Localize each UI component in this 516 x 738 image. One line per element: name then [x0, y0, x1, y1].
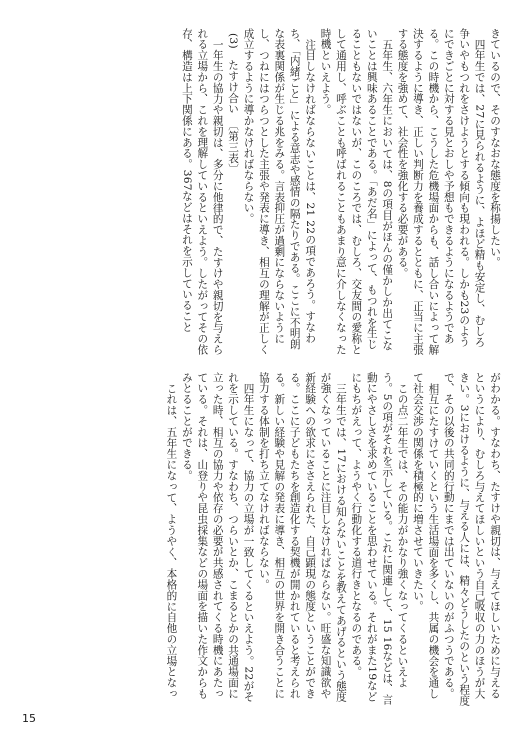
section-heading: (3) たすけ合い 〔第三表〕: [227, 33, 240, 175]
paragraph: これは、五年生になって、ようやく、本格的に自他の立場となっ: [165, 382, 178, 699]
paragraph: 四年生では、27に見られるように、よほど精も安定し、むしろ争いやもつれをさけようとする傾向も現われる。しかも23のようにできごとに対する見とおしや予想もできるようになるようである。この時機から、こうした危機場面からも、話し合いによって解決するように導き、正しい判断力を養成するとともに、正当に主張する態度を強めて、社会性を強化する必要がある。: [396, 28, 486, 355]
paragraph: 一年生の協力や親切は、多分に他律的で、たすけや親切を与えられる立場から、これを理解しているといえよう。したがってその依存、構造は上下関係にある。367などはそれを示していること: [180, 28, 224, 355]
paragraph: 四年生になって、協力の立場が一致してくるといえよう。22がそれを示している。すなわち、つらいとか、こまるとかの共通場面に立った時、相互の協力や依存の必要が共感されてくる時機にあたっている。それは、山登りや昆虫採集などの場面を描いた作文からもみとることができる。: [180, 372, 255, 702]
paragraph: 三年生では、17における知らないことを教えてあげるという態度が強くなっていることに注目しなければならない。旺盛な知識欲や新経験への欲求にささえられた、自己顕現の態度ということができる。ここに子どもたちを創造化する契機が開かれていると考えられる。新しい経験や見解の発表に導き、相互の世界を開き合うことに協力する体制を打ち立てなければならない。: [257, 372, 347, 702]
paragraph: この点二年生では、その能力がかなり強くなってくるといえよう。5の項がそれを示している。これに関連して、15 16などは、言動にやさしさを求めていることを思わせている。それがまた19などにもちがえって、ようやく行動化する道行きとなるのである。: [350, 372, 409, 706]
paragraph: 相互にたすけていくという生活場面を多くし、共属の機会を通して社会交渉の関係を積極的に増させていきたい。: [411, 372, 440, 699]
lower-text-column: [14, 372, 502, 707]
paragraph: がわかる。すなわち、たすけや親切は、与えてほしいために与えるというにより、むしろ与えてほしいという自己吸収の力のほうが大きい。3におけるように、与える人には、精々どうしたのという程度で、その以後の共同的行動にまでは出ていないのがふつうである。: [442, 372, 501, 707]
paragraph: 五年生、六年生においては、8の項目がほんの僅かしか出てこないことは興味あることである。「あだ名」によって、もつれを生じることもないではないが、このころでは、むしろ、交友間の愛称として通用し、呼ぶことも呼ばれることもあまり意に介しなくなった時機といえよう。: [319, 28, 394, 355]
upper-text-column: [14, 28, 502, 356]
paragraph: 注目しなければならないことは、21 22の項であろう。すなわち、「内緒ごと」による意志や感情の隔たりである。ここに不明朗な表裏関係が生じる兆をみる。言表抑圧が過剰にならないようにし、つねにはつらつとした主張や発表に導き、相互の理解が正しく成立するように導かなければならない。: [242, 28, 317, 355]
paragraph: きているので、そのすなおな態度を称揚したい。: [489, 28, 501, 268]
page-number: 15: [22, 712, 36, 725]
